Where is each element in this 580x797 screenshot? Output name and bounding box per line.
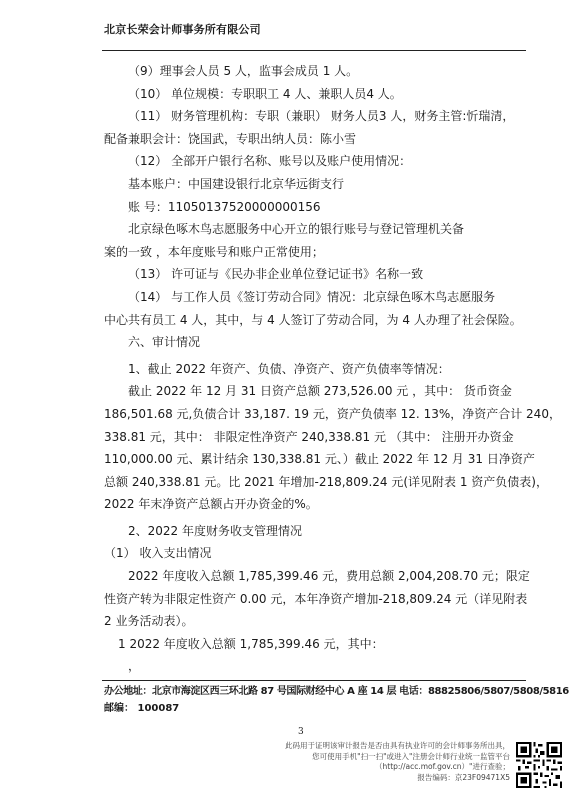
section-6-heading: 六、审计情况 (128, 335, 201, 350)
verification-line: 您可使用手机"扫一扫"或进入"注册会计师行业统一监管平台（http://acc.mof.gov.cn）"进行查验； (312, 751, 510, 771)
item-12-note-line1: 北京绿色啄木鸟志愿服务中心开立的银行账号与登记管理机关备 (128, 222, 465, 237)
footer (104, 683, 569, 717)
footer-address: 办公地址：北京市海淀区西三环北路 87 号国际财经中心 A 座 14 层 电话：88825806/5807/5808/5816 (104, 686, 569, 697)
sub1-line: 186,501.68 元,负债合计 33,187. 19 元，资产负债率 12. 13%，净资产合计 240， (104, 406, 561, 421)
item-12-note-line2: 案的一致 ，本年度账号和账户正常使用； (104, 244, 324, 259)
qr-code-icon (516, 742, 562, 788)
sub2-1-line: 2022 年度收入总额 1,785,399.46 元，费用总额 2,004,208.70 元；限定 (128, 569, 530, 584)
footer-rule (102, 680, 526, 681)
sub2-1-line: 性资产转为非限定性资产 0.00 元，本年净资产增加-218,809.24 元（详见附表 (104, 591, 528, 606)
sub1-heading: 1、截止 2022 年资产、负债、净资产、资产负债率等情况： (128, 361, 450, 376)
sub2-1-heading: （1） 收入支出情况 (104, 546, 212, 561)
item-12-basic-account: 基本账户：中国建设银行北京华远街支行 (128, 176, 345, 191)
sub1-line: 截止 2022 年 12 月 31 日资产总额 273,526.00 元 ，其中： 货币资金 (128, 384, 512, 399)
sub2-heading: 2、2022 年度财务收支管理情况 (128, 523, 302, 538)
item-11-line2: 配备兼职会计：饶国武，专职出纳人员：陈小雪 (104, 131, 357, 146)
firm-name-header: 北京长荣会计师事务所有限公司 (104, 23, 261, 36)
sub1-line: 338.81 元，其中： 非限定性净资产 240,338.81 元 （其中： 注册开办资金 (104, 429, 514, 444)
sub2-1-line: 2 业务活动表）。 (104, 614, 194, 629)
item-12-account-number: 账 号：11050137520000000156 (128, 199, 321, 214)
sub1-line: 总额 240,338.81 元。比 2021 年增加-218,809.24 元(详见附表 1 资产负债表)， (104, 474, 548, 489)
item-10: （10） 单位规模：专职职工 4 人、兼职人员4 人。 (128, 86, 402, 101)
item-13: （13） 许可证与《民办非企业单位登记证书》名称一致 (128, 267, 424, 282)
sub1-line: 2022 年末净资产总额占开办资金的%。 (104, 497, 318, 512)
footer-postcode: 邮编： 100087 (104, 703, 180, 714)
item-14-line1: （14） 与工作人员《签订劳动合同》情况：北京绿色啄木鸟志愿服务 (128, 289, 496, 304)
verification-code: 报告编码：京23F09471X5 (417, 772, 510, 782)
trailing-mark: ， (128, 659, 141, 674)
sub1-line: 110,000.00 元、累计结余 130,338.81 元、）截止 2022 年 12 月 31 日净资产 (104, 452, 535, 467)
verification-note (232, 741, 510, 783)
item-9: （9）理事会人员 5 人，监事会成员 1 人。 (128, 64, 359, 78)
item-14-line2: 中心共有员工 4 人，其中，与 4 人签订了劳动合同，为 4 人办理了社会保险。 (104, 312, 522, 327)
verification-line: 此码用于证明该审计报告是否由具有执业许可的会计师事务所出具， (285, 741, 510, 750)
item-12: （12） 全部开户银行名称、账号以及账户使用情况： (128, 154, 412, 169)
header-rule (102, 50, 526, 51)
sub2-1-item: 1 2022 年度收入总额 1,785,399.46 元，其中： (118, 636, 384, 651)
page-number: 3 (298, 727, 304, 737)
item-11-line1: （11） 财务管理机构：专职（兼职） 财务人员3 人，财务主管:忻瑞清， (128, 109, 515, 124)
document-body (104, 60, 561, 678)
